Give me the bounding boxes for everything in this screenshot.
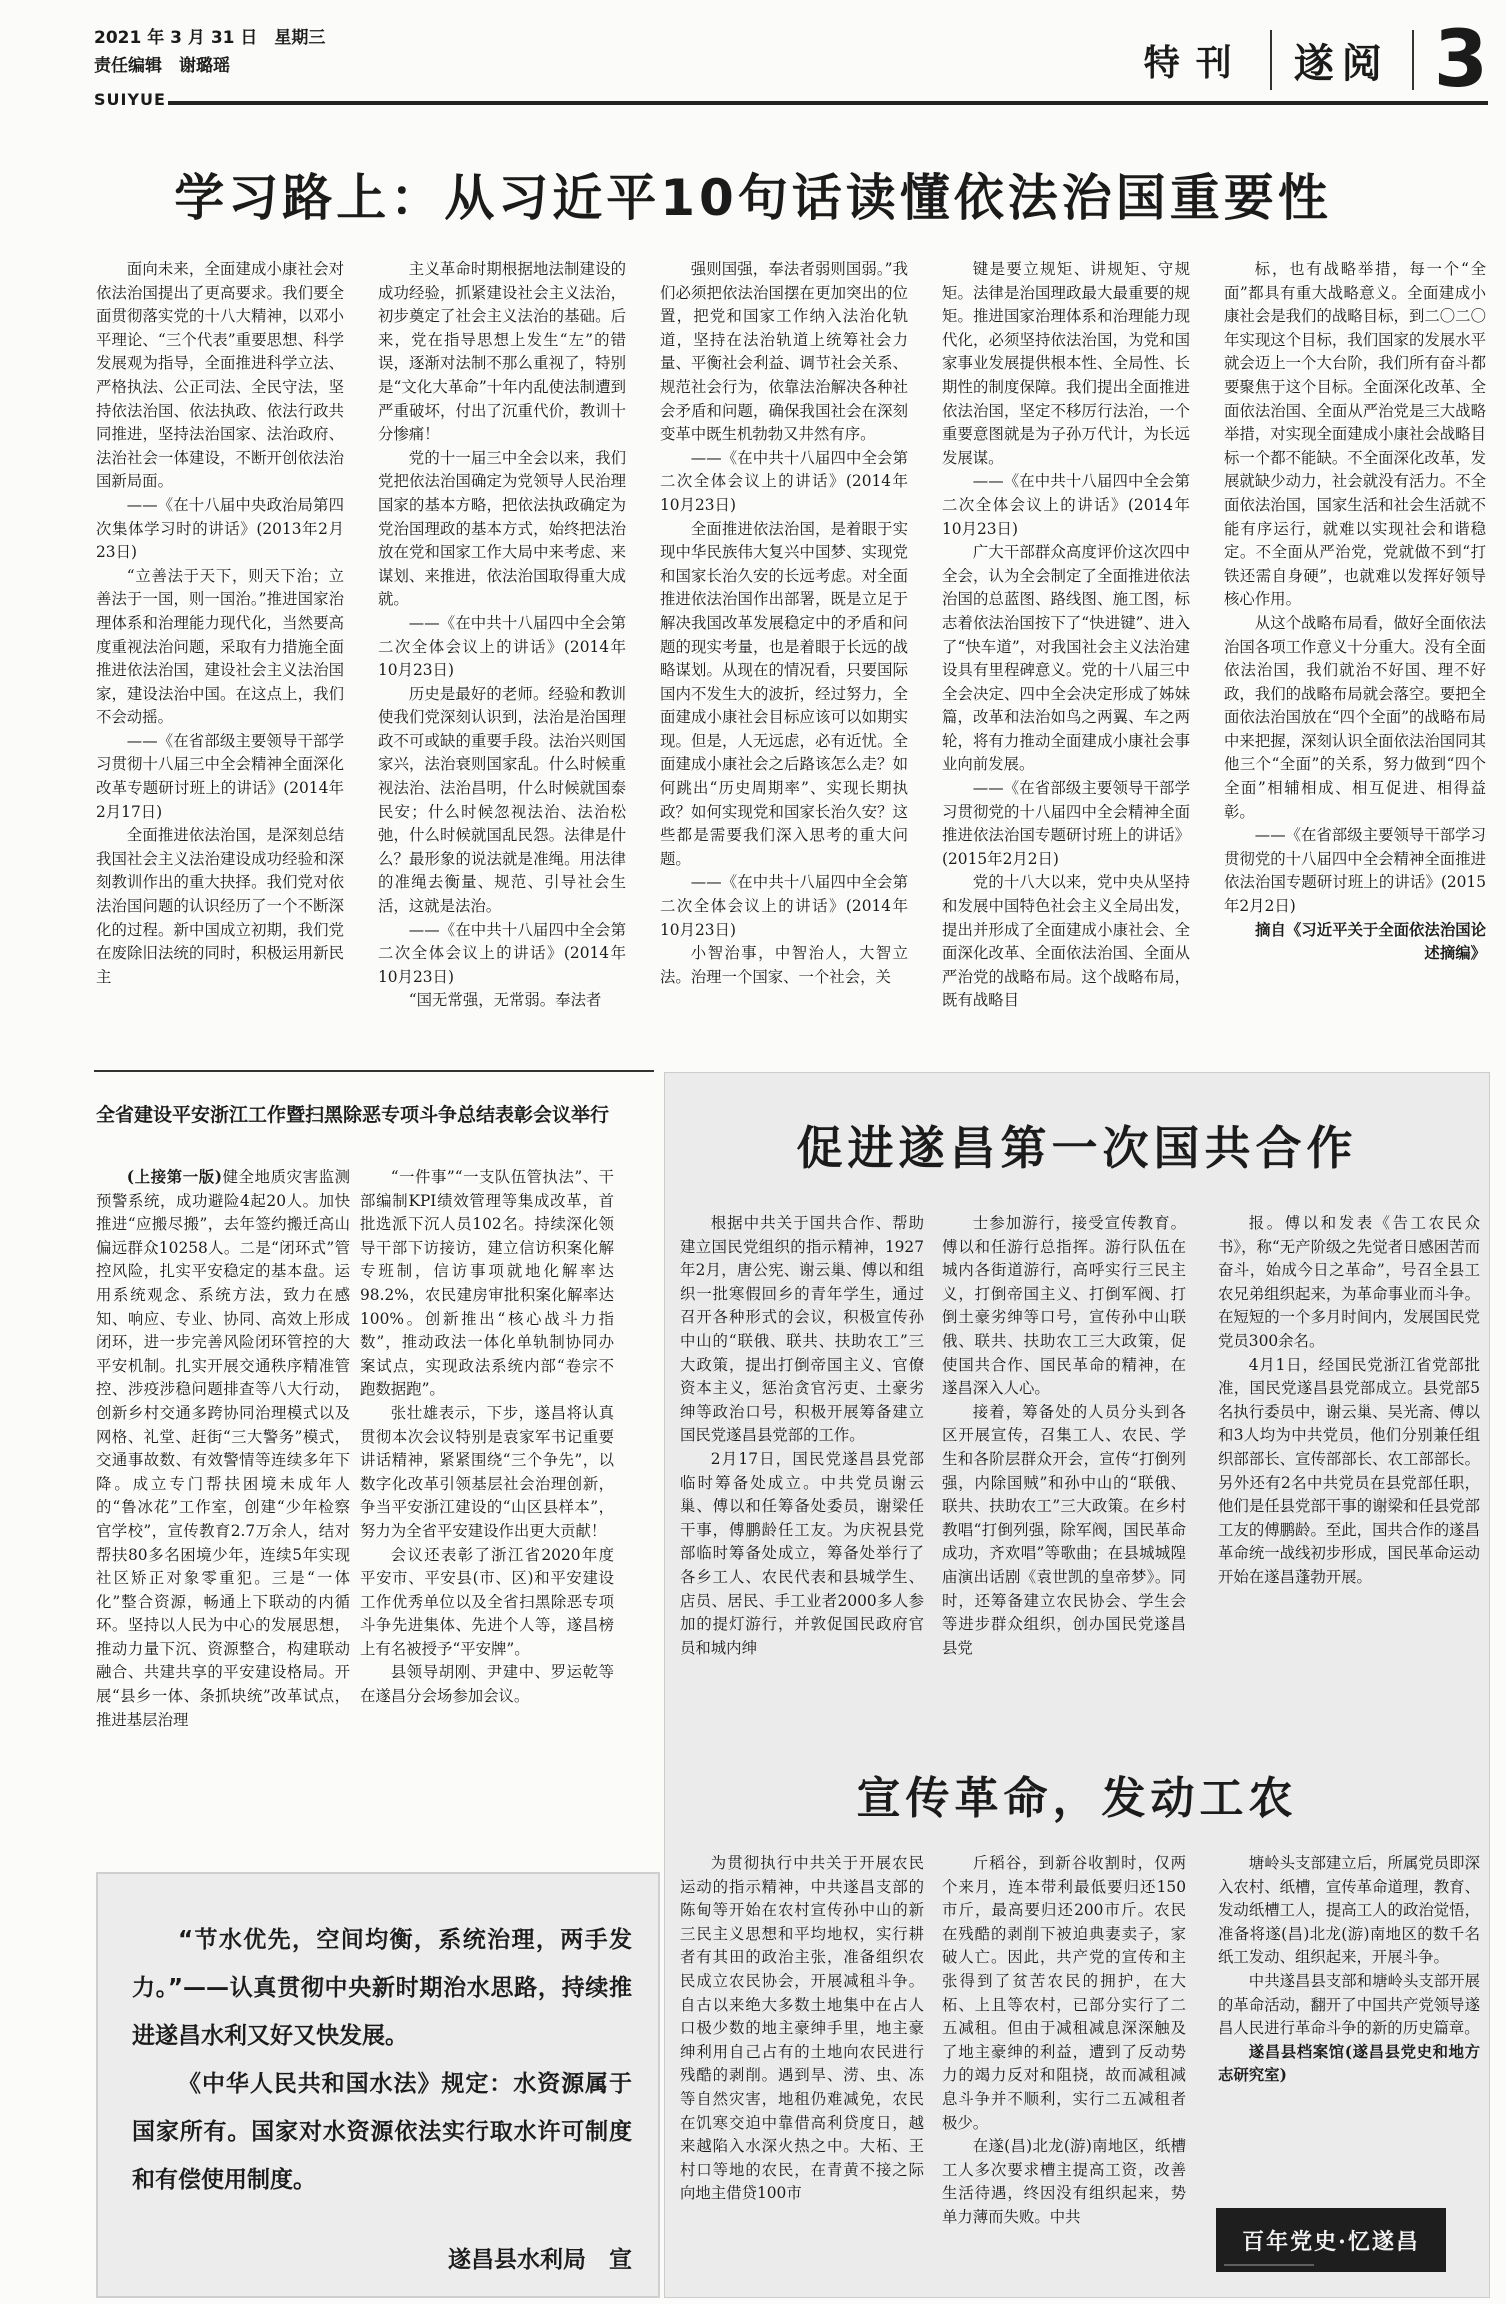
article-paragraph: 张壮雄表示，下步，遂昌将认真贯彻本次会议特别是袁家军书记重要讲话精神，紧紧围绕“三个争先”，以数字化改革引领基层社会治理创新，争当平安浙江建设的“山区县样本”，努力为全省平安建设作出更大贡献！ — [360, 1403, 614, 1540]
quote-source: ——《在中共十八届四中全会第二次全体会议上的讲话》(2014年10月23日) — [378, 613, 626, 680]
excerpt-credit: 摘自《习近平关于全面依法治国论述摘编》 — [1255, 920, 1486, 963]
main-headline: 学习路上：从习近平10句话读懂依法治国重要性 — [174, 169, 1332, 227]
article-paragraph: 《中华人民共和国水法》规定：水资源属于国家所有。国家对水资源依法实行取水许可制度和有偿使用制度。 — [132, 2071, 632, 2193]
article-paragraph: 键是要立规矩、讲规矩、守规矩。法律是治国理政最大最重要的规矩。推进国家治理体系和治理能力现代化，必须坚持依法治国，为党和国家事业发展提供根本性、全局性、长期性的制度保障。我们提出全面推进依法治国，坚定不移厉行法治，一个重要意图就是为子孙万代计，为长远发展谋。 — [942, 260, 1190, 467]
article-column-3 — [660, 258, 908, 989]
history1-column-3 — [1218, 1212, 1480, 1590]
article-paragraph: 小智治事，中智治人，大智立法。治理一个国家、一个社会，关 — [660, 944, 908, 986]
brand-logo: 遂阅 — [1293, 39, 1390, 87]
article-paragraph: 4月1日，经国民党浙江省党部批准，国民党遂昌县党部成立。县党部5名执行委员中，谢云巢、吴光斋、傅以和3人均为中共党员，他们分别兼任组织部部长、宣传部部长、农工部部长。另外还有2名中共党员在县党部任职，他们是任县党部干事的谢梁和任县党部工友的傅鹏龄。至此，国共合作的遂昌革命统一战线初步形成，国民革命运动开始在遂昌蓬勃开展。 — [1218, 1355, 1480, 1586]
article-paragraph: 县领导胡刚、尹建中、罗运乾等在遂昌分会场参加会议。 — [360, 1663, 614, 1706]
quote-source: ——《在省部级主要领导干部学习贯彻党的十八届四中全会精神全面推进依法治国专题研讨班上的讲话》(2015年2月2日) — [1224, 826, 1486, 916]
section-divider — [94, 1070, 654, 1072]
article-paragraph: 塘岭头支部建立后，所属党员即深入农村、纸槽，宣传革命道理，教育、发动纸槽工人，提高工人的政治觉悟，准备将遂(昌)北龙(游)南地区的数千名纸工发动、组织起来，开展斗争。 — [1218, 1854, 1480, 1967]
article-paragraph: 面向未来，全面建成小康社会对依法治国提出了更高要求。我们要全面贯彻落实党的十八大精神，以邓小平理论、“三个代表”重要思想、科学发展观为指导，全面推进科学立法、严格执法、公正司法、全民守法，坚持依法治国、依法执政、依法行政共同推进，坚持法治国家、法治政府、法治社会一体建设，不断开创依法治国新局面。 — [96, 260, 344, 491]
archive-credit: 遂昌县档案馆(遂昌县党史和地方志研究室) — [1218, 2042, 1480, 2085]
article-column-1 — [96, 258, 344, 989]
water-notice-text — [132, 1916, 632, 2204]
article-paragraph: 为贯彻执行中共关于开展农民运动的指示精神，中共遂昌支部的陈甸等开始在农村宣传孙中山的新三民主义思想和平均地权，实行耕者有其田的政治主张，准备组织农民成立农民协会，开展减租斗争。自古以来绝大多数土地集中在占人口极少数的地主豪绅手里，地主豪绅利用自己占有的土地向农民进行残酷的剥削。遇到旱、涝、虫、冻等自然灾害，地租仍难减免，农民在饥寒交迫中靠借高利贷度日，越来越陷入水深火热之中。大柘、王村口等地的农民，在青黄不接之际向地主借贷100市 — [680, 1854, 924, 2203]
article-paragraph: 斤稻谷，到新谷收割时，仅两个来月，连本带利最低要归还150市斤，最高要归还200市斤。农民在残酷的剥削下被迫典妻卖子，家破人亡。因此，共产党的宣传和主张得到了贫苦农民的拥护，在大柘、上且等农村，已部分实行了二五减租。但由于减租减息深深触及了地主豪绅的利益，遭到了反动势力的竭力反对和阻挠，故而减租减息斗争并不顺利，实行二五减租者极少。 — [942, 1854, 1186, 2132]
article-paragraph: 中共遂昌县支部和塘岭头支部开展的革命活动，翻开了中国共产党领导遂昌人民进行革命斗争的新的历史篇章。 — [1218, 1971, 1480, 2038]
article-paragraph: 在遂(昌)北龙(游)南地区，纸槽工人多次要求槽主提高工资，改善生活待遇，终因没有组织起来，势单力薄而失败。中共 — [942, 2137, 1186, 2226]
responsible-editor: 责任编辑 谢璐瑶 — [94, 56, 230, 76]
article-paragraph: 从这个战略布局看，做好全面依法治国各项工作意义十分重大。没有全面依法治国，我们就治不好国、理不好政，我们的战略布局就会落空。要把全面依法治国放在“四个全面”的战略布局中来把握，深刻认识全面依法治国同其他三个“全面”的关系，努力做到“四个全面”相辅相成、相互促进、相得益彰。 — [1224, 613, 1486, 821]
article-paragraph: 全面推进依法治国，是着眼于实现中华民族伟大复兴中国梦、实现党和国家长治久安的长远考虑。对全面推进依法治国作出部署，既是立足于解决我国改革发展稳定中的矛盾和问题的现实考量，也是着眼于长远的战略谋划。从现在的情况看，只要国际国内不发生大的波折，经过努力，全面建成小康社会目标应该可以如期实现。但是，人无远虑，必有近忧。全面建成小康社会之后路该怎么走？如何跳出“历史周期率”、实现长期执政？如何实现党和国家长治久安？这些都是需要我们深入思考的重大问题。 — [660, 519, 908, 868]
quote-source: ——《在省部级主要领导干部学习贯彻党的十八届四中全会精神全面推进依法治国专题研讨班上的讲话》(2015年2月2日) — [942, 779, 1190, 868]
article-paragraph: 历史是最好的老师。经验和教训使我们党深刻认识到，法治是治国理政不可或缺的重要手段。法治兴则国家兴，法治衰则国家乱。什么时候重视法治、法治昌明，什么时候就国泰民安；什么时候忽视法治、法治松弛，什么时候就国乱民怨。法律是什么？最形象的说法就是准绳。用法律的准绳去衡量、规范、引导社会生活，这就是法治。 — [378, 684, 626, 916]
great-wall-icon — [1224, 2246, 1314, 2266]
article-paragraph: 报。傅以和发表《告工农民众书》，称“无产阶级之先觉者日感困苦而奋斗，始成今日之革命”，号召全县工农兄弟组织起来，为革命事业而斗争。在短短的一个多月时间内，发展国民党党员300余名。 — [1218, 1214, 1480, 1350]
quote-source: ——《在中共十八届四中全会第二次全体会议上的讲话》(2014年10月23日) — [660, 448, 908, 514]
masthead-right — [1122, 15, 1488, 105]
article-paragraph: “国无常强，无常弱。奉法者 — [408, 991, 602, 1010]
quote-source: ——《在中共十八届四中全会第二次全体会议上的讲话》(2014年10月23日) — [942, 472, 1190, 538]
article-paragraph: 接着，筹备处的人员分头到各区开展宣传，召集工人、农民、学生和各阶层群众开会，宣传“打倒列强，内除国贼”和孙中山的“联俄、联共、扶助农工”三大政策。在乡村教唱“打倒列强，除军阀，国民革命成功，齐欢唱”等歌曲；在县城城隍庙演出话剧《袁世凯的皇帝梦》。同时，还筹备建立农民协会、学生会等进步群众组织，创办国民党遂昌县党 — [942, 1402, 1186, 1657]
article-paragraph: 强则国强，奉法者弱则国弱。”我们必须把依法治国摆在更加突出的位置，把党和国家工作纳入法治化轨道，坚持在法治轨道上统筹社会力量、平衡社会利益、调节社会关系、规范社会行为，依靠法治解决各种社会矛盾和问题，确保我国社会在深刻变革中既生机勃勃又井然有序。 — [660, 260, 908, 444]
article-paragraph: “一件事”“一支队伍管执法”、干部编制KPI绩效管理等集成改革，首批选派下沉人员102名。持续深化领导干部下访接访，建立信访积案化解专班制，信访事项就地化解率达98.2%，农民建房审批积案化解率达100%。创新推出“核心战斗力指数”，推动政法一体化单轨制协同办案试点，实现政法系统内部“卷宗不跑数据跑”。 — [360, 1168, 614, 1399]
history1-column-2 — [942, 1212, 1186, 1660]
page-number: 3 — [1433, 15, 1488, 105]
article-column-4 — [942, 258, 1190, 1013]
history1-column-1 — [680, 1212, 924, 1660]
history2-column-1 — [680, 1852, 924, 2206]
article-paragraph: 士参加游行，接受宣传教育。傅以和任游行总指挥。游行队伍在城内各街道游行，高呼实行三民主义，打倒帝国主义、打倒军阀、打倒土豪劣绅等口号，宣传孙中山联俄、联共、扶助农工三大政策，促使国共合作、国民革命的精神，在遂昌深入人心。 — [942, 1214, 1186, 1398]
news-column-2 — [360, 1166, 614, 1709]
article-paragraph: 主义革命时期根据地法制建设的成功经验，抓紧建设社会主义法治，初步奠定了社会主义法治的基础。后来，党在指导思想上发生“左”的错误，逐渐对法制不那么重视了，特别是“文化大革命”十年内乱使法制遭到严重破坏，付出了沉重代价，教训十分惨痛！ — [378, 260, 626, 444]
article-paragraph: “节水优先，空间均衡，系统治理，两手发力。”——认真贯彻中央新时期治水思路，持续推进遂昌水利又好又快发展。 — [132, 1927, 632, 2049]
history2-headline: 宣传革命，发动工农 — [856, 1773, 1298, 1824]
news-paragraph: 健全地质灾害监测预警系统，成功避险4起20人。加快推进“应搬尽搬”，去年签约搬迁高山偏远群众10258人。二是“闭环式”管控风险，扎实平安稳定的基本盘。运用系统观念、系统方法，致力在感知、响应、专业、协同、高效上形成闭环，进一步完善风险闭环管控的大平安机制。扎实开展交通秩序精准管控、涉疫涉稳问题排查等八大行动，创新乡村交通多跨协同治理模式以及网格、礼堂、赶街“三大警务”模式，交通事故数、有效警情等连续多年下降。成立专门帮扶困境未成年人的“鲁冰花”工作室，创建“少年检察官学校”，宣传教育2.7万余人，结对帮扶80多名困境少年，连续5年实现社区矫正对象零重犯。三是“一体化”整合资源，畅通上下联动的内循环。坚持以人民为中心的发展思想，推动力量下沉、资源整合，构建联动融合、共建共享的平安建设格局。开展“县乡一体、条抓块统”改革试点，推进基层治理 — [96, 1168, 350, 1729]
article-paragraph: 根据中共关于国共合作、帮助建立国民党组织的指示精神，1927年2月，唐公宪、谢云巢、傅以和组织一批寒假回乡的青年学生，通过召开各种形式的会议，积极宣传孙中山的“联俄、联共、扶助农工”三大政策，提出打倒帝国主义、官僚资本主义，惩治贪官污吏、土豪劣绅等政治口号，积极开展筹备建立国民党遂昌县党部的工作。 — [680, 1214, 924, 1445]
article-column-5 — [1224, 258, 1486, 966]
article-paragraph: 广大干部群众高度评价这次四中全会，认为全会制定了全面推进依法治国的总蓝图、路线图、施工图，标志着依法治国按下了“快进键”、进入了“快车道”，对我国社会主义法治建设具有里程碑意义。党的十八届三中全会决定、四中全会决定形成了姊妹篇，改革和法治如鸟之两翼、车之两轮，将有力推动全面建成小康社会事业向前发展。 — [942, 543, 1190, 774]
history1-headline: 促进遂昌第一次国共合作 — [796, 1121, 1358, 1175]
water-notice-box — [96, 1872, 660, 2298]
history-series-badge — [1216, 2208, 1446, 2272]
news-column-1 — [96, 1166, 350, 1732]
history2-column-2 — [942, 1852, 1186, 2230]
quote-source: ——《在省部级主要领导干部学习贯彻十八届三中全会精神全面深化改革专题研讨班上的讲话》(2014年2月17日) — [96, 731, 344, 821]
history2-column-3 — [1218, 1852, 1480, 2088]
article-paragraph: 全面推进依法治国，是深刻总结我国社会主义法治建设成功经验和深刻教训作出的重大抉择。我们党对依法治国问题的认识经历了一个不断深化的过程。新中国成立初期，我们党在废除旧法统的同时，积极运用新民主 — [96, 826, 344, 986]
news-lead: (上接第一版) — [126, 1168, 222, 1186]
water-notice-signature: 遂昌县水利局 宣 — [448, 2247, 632, 2273]
article-paragraph: 标，也有战略举措，每一个“全面”都具有重大战略意义。全面建成小康社会是我们的战略目标，到二〇二〇年实现这个目标，我们国家的发展水平就会迈上一个大台阶，我们所有奋斗都要聚焦于这个目标。全面深化改革、全面依法治国、全面从严治党是三大战略举措，对实现全面建成小康社会战略目标一个都不能缺。不全面深化改革，发展就缺少动力，社会就没有活力。不全面依法治国，国家生活和社会生活就不能有序运行，就难以实现社会和谐稳定。不全面从严治党，党就做不到“打铁还需自身硬”，也就难以发挥好领导核心作用。 — [1224, 260, 1486, 609]
article-paragraph: 2月17日，国民党遂昌县党部临时筹备处成立。中共党员谢云巢、傅以和任筹备处委员，谢梁任干事，傅鹏龄任工友。为庆祝县党部临时筹备处成立，筹备处举行了各乡工人、农民代表和县城学生、店员、居民、手工业者2000多人参加的提灯游行，并敦促国民政府官员和城内绅 — [680, 1449, 924, 1657]
section-label: 特刊 — [1143, 42, 1248, 84]
news-headline: 全省建设平安浙江工作暨扫黑除恶专项斗争总结表彰会议举行 — [96, 1104, 610, 1126]
quote-source: ——《在十八届中央政治局第四次集体学习时的讲话》(2013年2月23日) — [96, 495, 344, 562]
article-paragraph: 党的十一届三中全会以来，我们党把依法治国确定为党领导人民治理国家的基本方略，把依法执政确定为党治国理政的基本方式，始终把法治放在党和国家工作大局中来考虑、来谋划、来推进，依法治国取得重大成就。 — [378, 448, 626, 609]
article-column-2 — [378, 258, 626, 1013]
masthead-rule — [168, 101, 1488, 105]
masthead-info — [94, 24, 325, 80]
article-paragraph: 会议还表彰了浙江省2020年度平安市、平安县(市、区)和平安建设工作优秀单位以及全省扫黑除恶专项斗争先进集体、先进个人等，遂昌榜上有名被授予“平安牌”。 — [360, 1545, 614, 1658]
brand-english: SUIYUE — [94, 90, 166, 109]
issue-date: 2021 年 3 月 31 日 星期三 — [94, 28, 326, 48]
history2-column-3-body — [1218, 1852, 1480, 2041]
quote-source: ——《在中共十八届四中全会第二次全体会议上的讲话》(2014年10月23日) — [660, 873, 908, 939]
quote-source: ——《在中共十八届四中全会第二次全体会议上的讲话》(2014年10月23日) — [378, 920, 626, 986]
article-paragraph: 党的十八大以来，党中央从坚持和发展中国特色社会主义全局出发，提出并形成了全面建成小康社会、全面深化改革、全面依法治国、全面从严治党的战略布局。这个战略布局，既有战略目 — [942, 873, 1190, 1010]
article-paragraph: “立善法于天下，则天下治；立善法于一国，则一国治。”推进国家治理体系和治理能力现代化，当然要高度重视法治问题，采取有力措施全面推进依法治国，建设社会主义法治国家，建设法治中国。在这点上，我们不会动摇。 — [96, 566, 344, 727]
badge-text: 百年党史·忆遂昌 — [1242, 2228, 1420, 2255]
